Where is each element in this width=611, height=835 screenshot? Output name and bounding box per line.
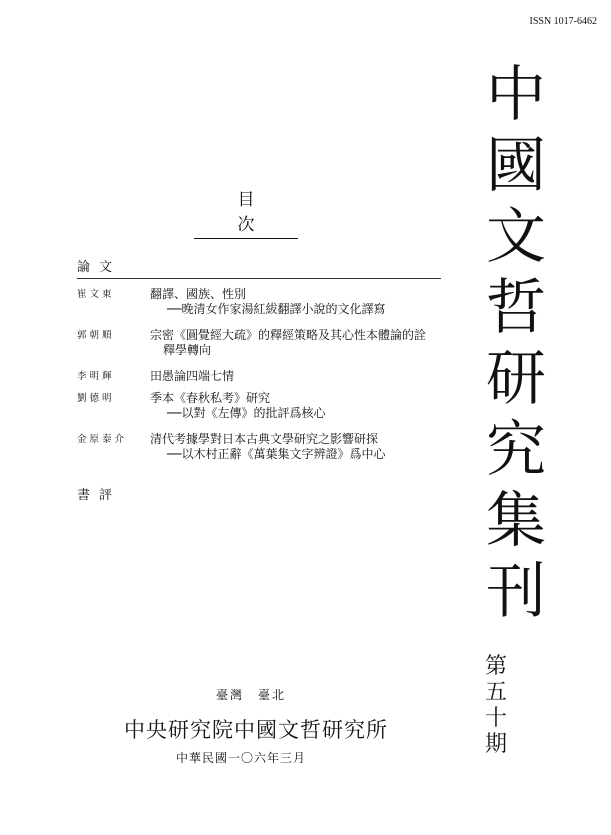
entry-subtitle: ──晚清女作家湯紅紱翻譯小說的文化譯寫 [167, 302, 386, 316]
entry-author: 崔文東 [77, 289, 115, 300]
entry-title-continued: 釋學轉向 [163, 343, 212, 357]
entry-title: 清代考據學對日本古典文學研究之影響研探 [150, 432, 379, 446]
entry-title: 田愚論四端七情 [150, 369, 235, 383]
issue-char: 期 [484, 732, 507, 757]
section-reviews-label: 書評 [77, 488, 122, 503]
publication-date: 中華民國一〇六年三月 [176, 751, 307, 765]
issue-char: 第 [484, 654, 507, 679]
entry-subtitle: ──以對《左傳》的批評爲核心 [167, 406, 326, 420]
publisher-name: 中央研究院中國文哲研究所 [124, 718, 388, 742]
entry-author: 李明輝 [77, 371, 115, 382]
issn-number: ISSN 1017-6462 [529, 16, 597, 27]
journal-title-char: 國 [486, 131, 546, 201]
publisher-location-city: 臺北 [258, 688, 287, 702]
journal-title-char: 集 [486, 486, 546, 556]
journal-title [476, 60, 556, 628]
publisher-location [216, 686, 286, 703]
entry-title: 季本《春秋私考》研究 [150, 391, 271, 405]
journal-title-char: 中 [486, 60, 546, 130]
entry-author: 金原泰介 [77, 434, 128, 445]
journal-title-char: 究 [486, 415, 546, 485]
publisher-location-region: 臺灣 [216, 688, 245, 702]
issue-char: 五 [484, 680, 507, 705]
issue-number [483, 654, 509, 758]
entry-author: 劉德明 [77, 393, 115, 404]
journal-title-char: 刊 [486, 557, 546, 627]
journal-title-char: 哲 [486, 273, 546, 343]
entry-title: 翻譯、國族、性別 [150, 287, 247, 301]
entry-author: 郭朝順 [77, 330, 115, 341]
issue-char: 十 [484, 706, 507, 731]
section-divider [77, 278, 441, 279]
entry-title: 宗密《圓覺經大疏》的釋經策略及其心性本體論的詮 [150, 328, 427, 342]
section-articles-label: 論文 [77, 260, 122, 275]
journal-title-char: 研 [486, 344, 546, 414]
journal-title-char: 文 [486, 202, 546, 272]
entry-subtitle: ──以木村正辭《萬葉集文字辨證》爲中心 [167, 447, 386, 461]
toc-heading: 目次 [194, 185, 298, 239]
